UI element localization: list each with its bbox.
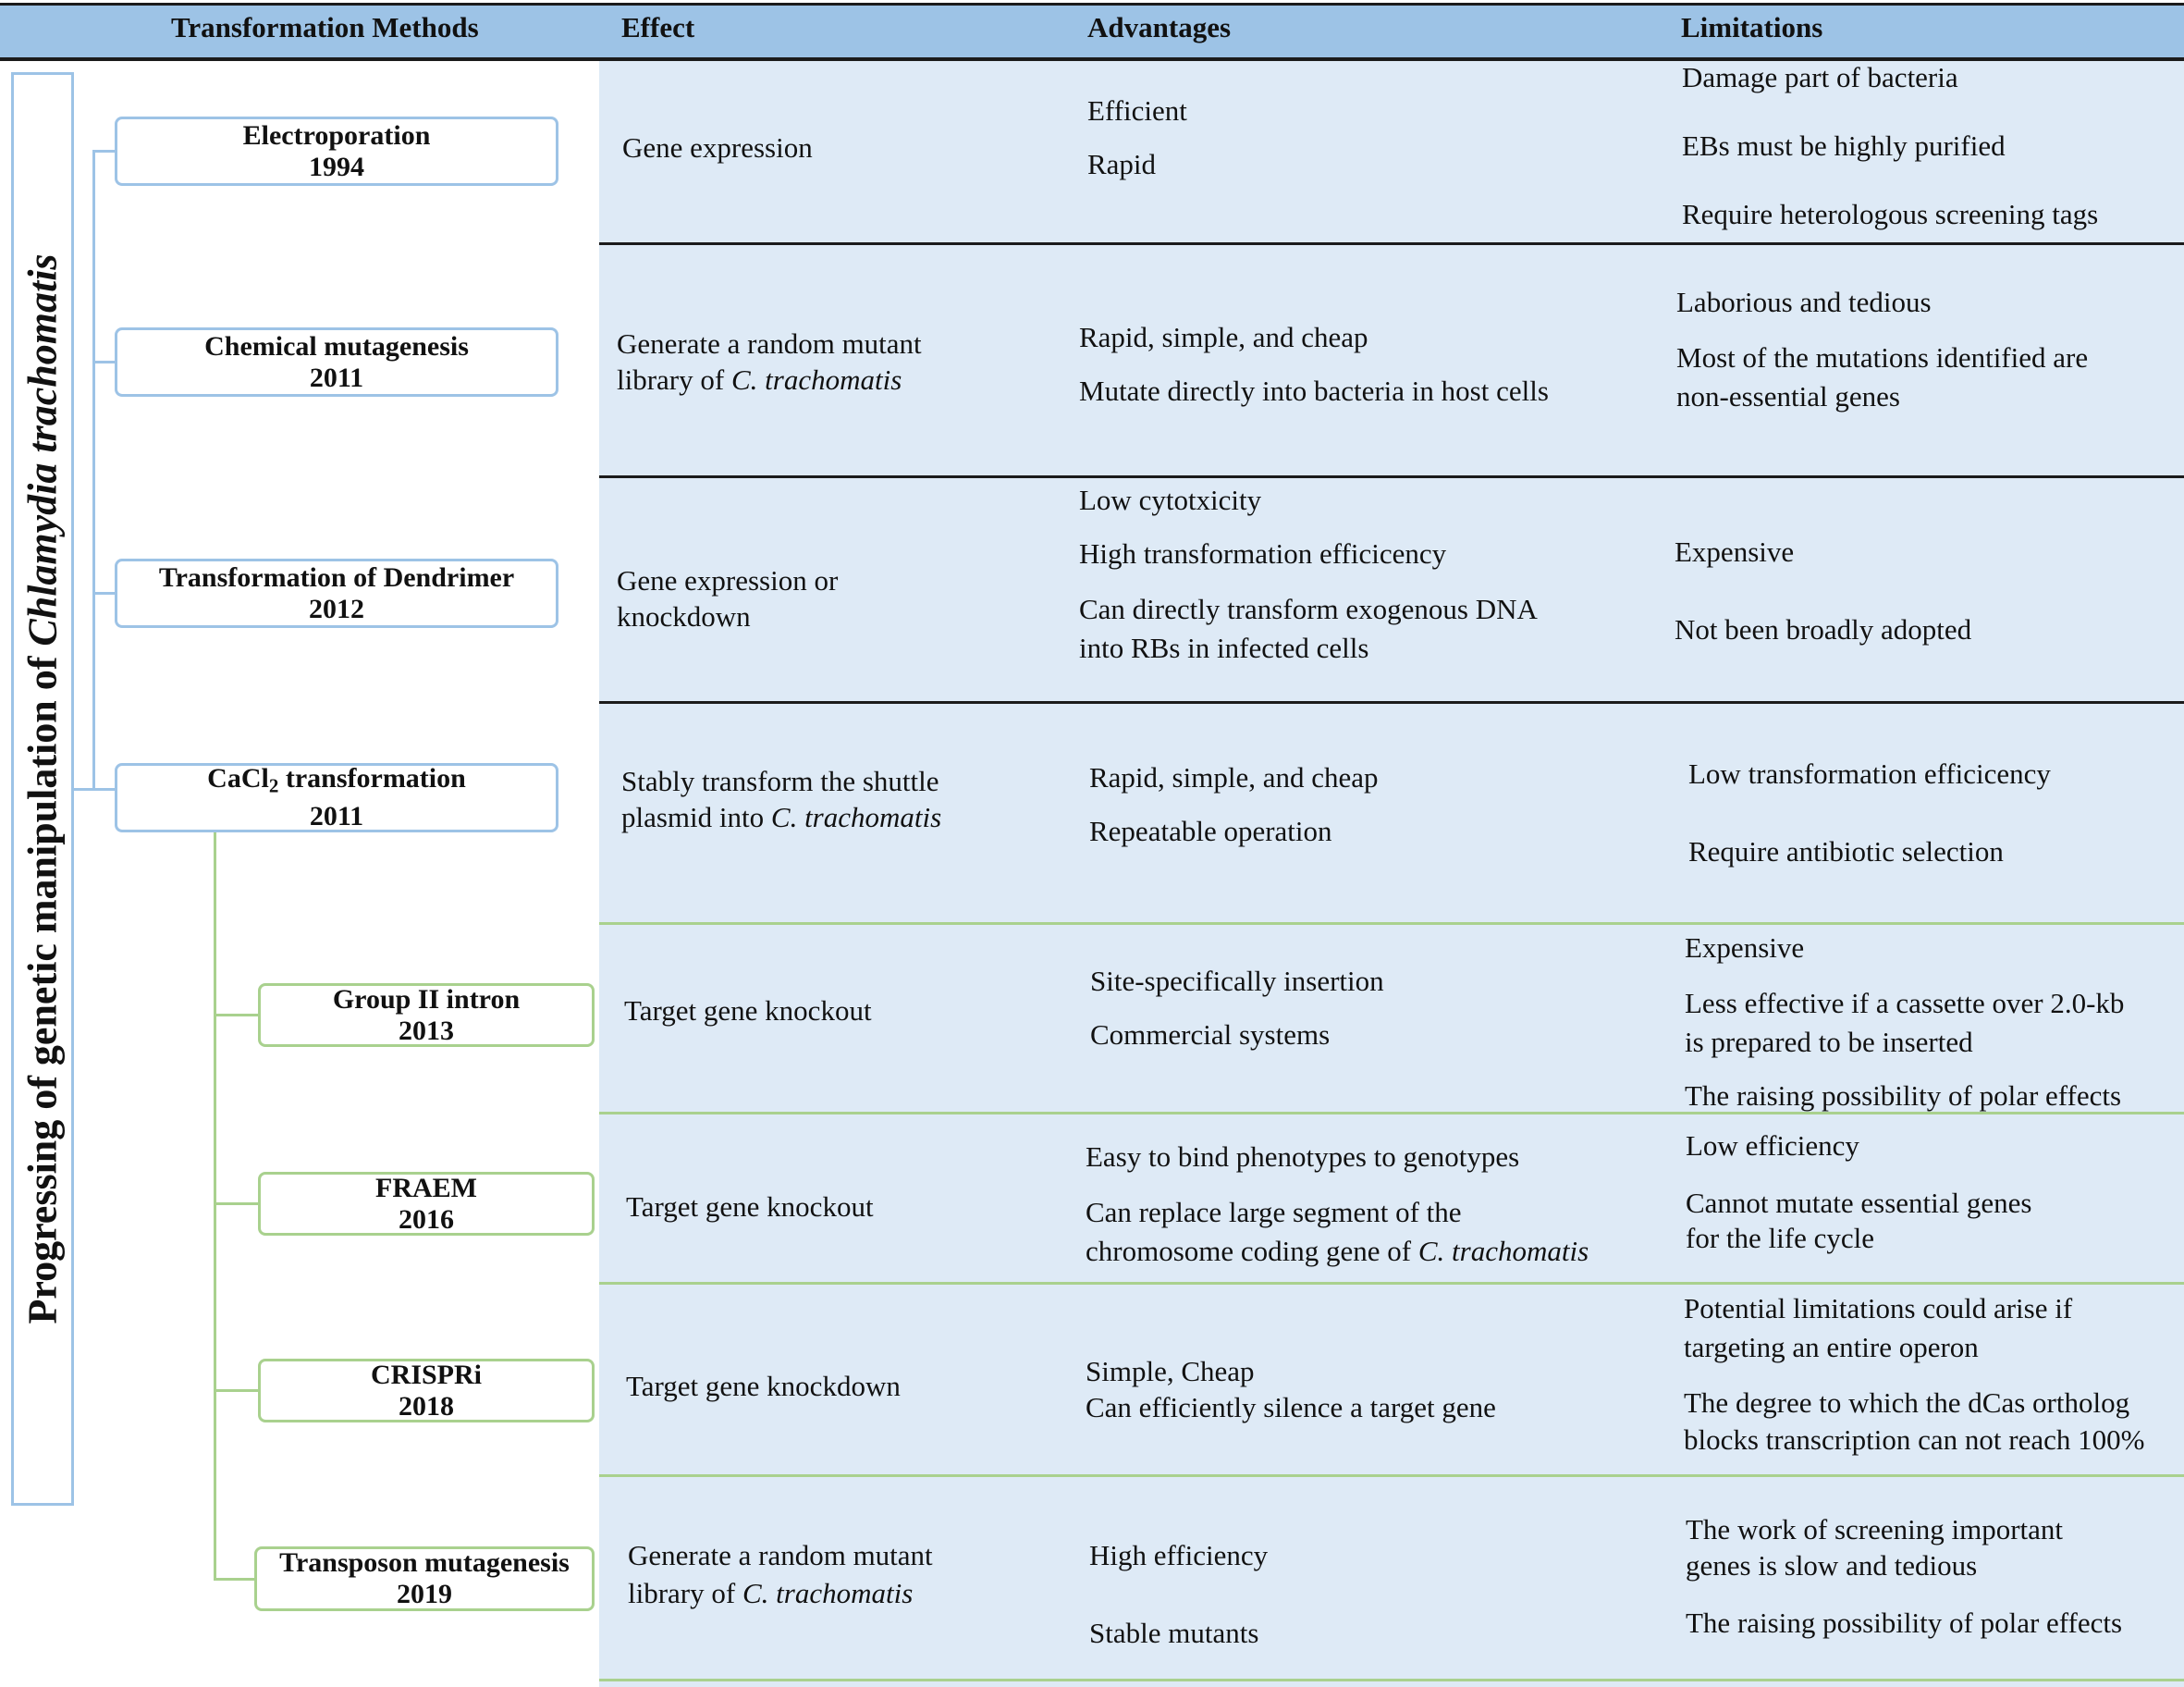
- limitation-item: Damage part of bacteria: [1682, 61, 1958, 93]
- effect-cell: knockdown: [617, 600, 751, 633]
- method-name: Chemical mutagenesis: [204, 330, 469, 362]
- effect-cell: Target gene knockdown: [626, 1370, 901, 1402]
- advantage-item: Efficient: [1087, 94, 1187, 127]
- advantage-item: Simple, Cheap: [1086, 1355, 1255, 1387]
- method-year: 2016: [399, 1203, 454, 1235]
- limitation-item: The degree to which the dCas ortholog: [1684, 1386, 2130, 1419]
- method-box-group-ii-intron: [258, 983, 595, 1047]
- limitation-item: Expensive: [1675, 536, 1795, 568]
- effect-cell: Target gene knockout: [624, 994, 872, 1027]
- method-year: 2019: [397, 1579, 452, 1609]
- row-separator: [599, 701, 2184, 704]
- advantage-item: Can directly transform exogenous DNA: [1079, 593, 1538, 625]
- method-box-transposon-mutagenesis: [254, 1546, 595, 1611]
- advantage-item: Easy to bind phenotypes to genotypes: [1086, 1140, 1520, 1173]
- method-name: CRISPRi: [370, 1359, 482, 1390]
- advantage-item: into RBs in infected cells: [1079, 632, 1369, 664]
- effect-cell: plasmid into C. trachomatis: [621, 801, 942, 833]
- row-separator: [599, 1282, 2184, 1285]
- method-year: 2011: [309, 801, 364, 832]
- limitation-item: The raising possibility of polar effects: [1686, 1607, 2123, 1639]
- advantage-item: High transformation efficicency: [1079, 537, 1447, 570]
- method-year: 1994: [309, 151, 364, 182]
- advantage-item: Site-specifically insertion: [1090, 965, 1384, 997]
- limitation-item: Laborious and tedious: [1676, 286, 1932, 318]
- advantage-item: Can replace large segment of the: [1086, 1196, 1462, 1228]
- row-separator: [599, 242, 2184, 245]
- limitation-item: Require heterologous screening tags: [1682, 198, 2099, 230]
- limitation-item: Less effective if a cassette over 2.0-kb: [1685, 987, 2125, 1019]
- connector-line: [92, 592, 115, 595]
- limitation-item: non-essential genes: [1676, 380, 1900, 413]
- effect-cell: library of C. trachomatis: [628, 1577, 914, 1609]
- advantage-item: Stable mutants: [1089, 1617, 1259, 1649]
- connector-line: [74, 788, 115, 791]
- advantage-item: Repeatable operation: [1089, 815, 1332, 847]
- method-year: 2018: [399, 1390, 454, 1422]
- method-box-chemical-mutagenesis: [115, 327, 558, 397]
- effect-cell: Gene expression: [622, 131, 813, 164]
- limitation-item: Potential limitations could arise if: [1684, 1292, 2073, 1324]
- limitation-item: targeting an entire operon: [1684, 1331, 1979, 1363]
- limitation-item: Expensive: [1685, 931, 1805, 964]
- header-effect: Effect: [621, 11, 695, 43]
- limitation-item: Low efficiency: [1686, 1129, 1859, 1162]
- limitation-item: genes is slow and tedious: [1686, 1549, 1978, 1582]
- connector-line: [214, 1578, 254, 1581]
- effect-cell: Stably transform the shuttle: [621, 765, 939, 797]
- row-separator: [599, 475, 2184, 478]
- advantage-item: High efficiency: [1089, 1539, 1269, 1571]
- advantage-item: chromosome coding gene of C. trachomatis: [1086, 1235, 1589, 1267]
- row-separator: [599, 922, 2184, 925]
- vertical-title: Progressing of genetic manipulation of Chlamydia trachomatis: [19, 253, 66, 1324]
- connector-line: [92, 150, 115, 153]
- connector-line: [214, 1014, 258, 1016]
- limitation-item: EBs must be highly purified: [1682, 129, 2006, 162]
- row-separator: [599, 1679, 2184, 1681]
- limitation-item: blocks transcription can not reach 100%: [1684, 1423, 2145, 1456]
- limitation-item: The work of screening important: [1686, 1513, 2064, 1545]
- method-year: 2013: [399, 1015, 454, 1046]
- method-box-fraem: [258, 1172, 595, 1236]
- method-name: CaCl$_2$ transformation: [207, 762, 466, 797]
- method-box-crispri: [258, 1359, 595, 1422]
- connector-line: [214, 1202, 258, 1205]
- header-advantages: Advantages: [1087, 11, 1232, 43]
- advantage-item: Rapid, simple, and cheap: [1079, 321, 1368, 353]
- effect-cell: library of C. trachomatis: [617, 363, 902, 396]
- limitation-item: is prepared to be inserted: [1685, 1026, 1973, 1058]
- row-separator: [599, 1474, 2184, 1477]
- method-year: 2012: [309, 593, 364, 624]
- limitation-item: Not been broadly adopted: [1675, 613, 1972, 646]
- advantage-item: Mutate directly into bacteria in host cells: [1079, 375, 1549, 407]
- limitation-item: Most of the mutations identified are: [1676, 341, 2089, 374]
- connector-line: [214, 832, 216, 1580]
- connector-line: [92, 361, 115, 363]
- effect-cell: Gene expression or: [617, 564, 839, 597]
- limitation-item: Low transformation efficicency: [1688, 757, 2051, 790]
- effect-cell: Generate a random mutant: [628, 1539, 933, 1571]
- method-name: Electroporation: [242, 119, 431, 151]
- advantage-item: Can efficiently silence a target gene: [1086, 1391, 1496, 1423]
- limitation-item: for the life cycle: [1686, 1222, 1874, 1254]
- method-year: 2011: [309, 362, 364, 393]
- method-name: Group II intron: [332, 983, 521, 1015]
- method-box-cacl2: [115, 763, 558, 832]
- connector-line: [92, 150, 95, 790]
- advantage-item: Low cytotxicity: [1079, 484, 1262, 516]
- advantage-item: Commercial systems: [1090, 1018, 1331, 1051]
- advantage-item: Rapid: [1087, 148, 1157, 180]
- method-name: Transformation of Dendrimer: [158, 561, 515, 593]
- effect-cell: Target gene knockout: [626, 1190, 874, 1223]
- limitation-item: Cannot mutate essential genes: [1686, 1187, 2032, 1219]
- method-name: FRAEM: [375, 1172, 477, 1203]
- advantage-item: Rapid, simple, and cheap: [1089, 761, 1379, 794]
- limitation-item: Require antibiotic selection: [1688, 835, 2004, 868]
- effect-cell: Generate a random mutant: [617, 327, 922, 360]
- method-name: Transposon mutagenesis: [279, 1547, 570, 1578]
- header-methods: Transformation Methods: [171, 11, 479, 43]
- header-limitations: Limitations: [1681, 11, 1823, 43]
- method-box-dendrimer: [115, 559, 558, 628]
- limitation-item: The raising possibility of polar effects: [1685, 1079, 2122, 1112]
- connector-line: [214, 1389, 258, 1392]
- method-box-electroporation: [115, 117, 558, 186]
